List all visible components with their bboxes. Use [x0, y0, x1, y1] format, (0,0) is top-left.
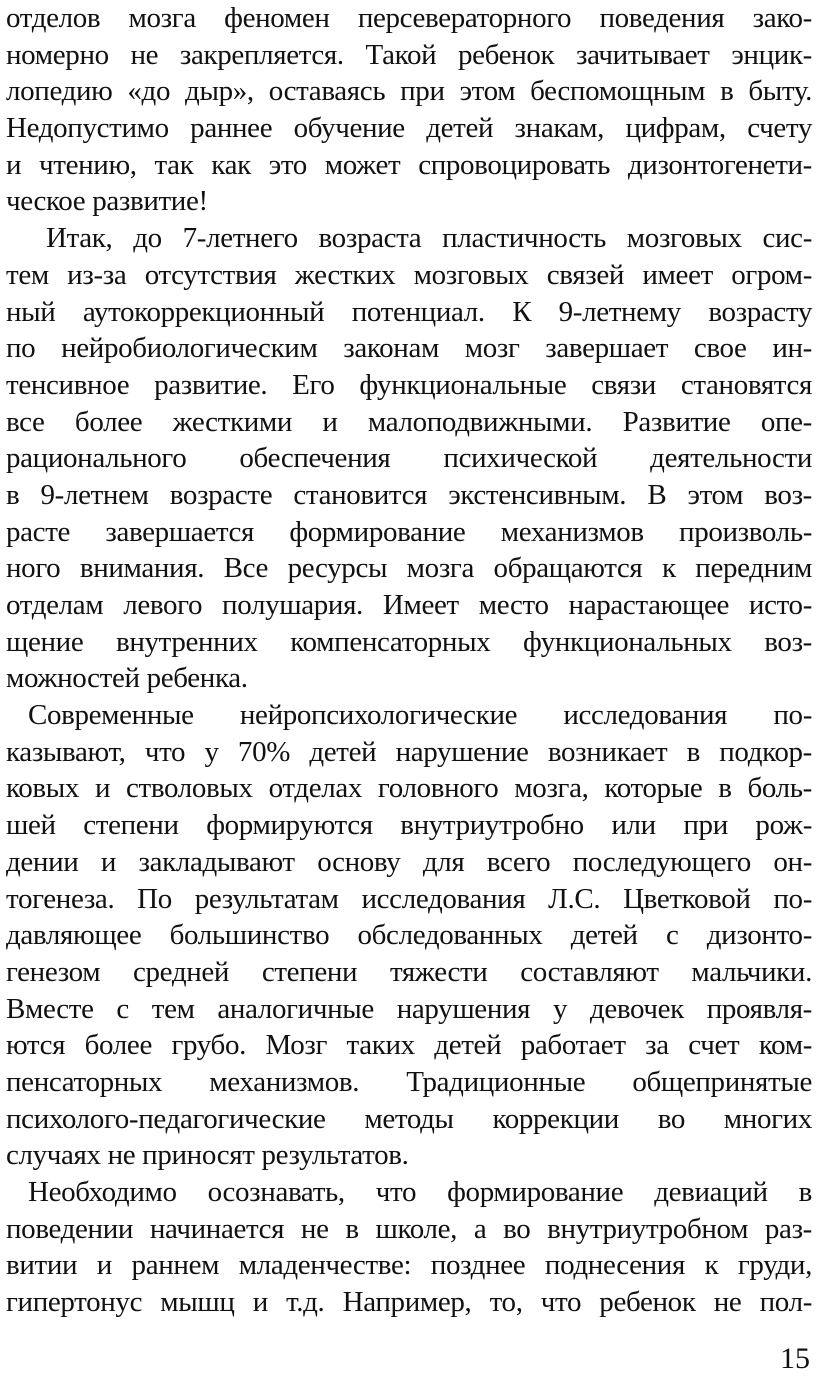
- text-line: давляющее большинство обследованных детей с дизонто-: [6, 919, 812, 952]
- text-line: рационального обеспечения психической деятельности: [6, 442, 812, 475]
- text-line: Недопустимо раннее обучение детей знакам, цифрам, счету: [6, 112, 812, 145]
- text-line: щение внутренних компенсаторных функциональных воз-: [6, 625, 812, 658]
- text-line: ются более грубо. Мозг таких детей работает за счет ком-: [6, 1029, 812, 1062]
- text-line: дении и закладывают основу для всего последующего он-: [6, 845, 812, 878]
- paragraph: [6, 0, 812, 220]
- page-body: [6, 0, 812, 1321]
- text-line: шей степени формируются внутриутробно или при рож-: [6, 809, 812, 842]
- text-line: по нейробиологическим законам мозг завершает свое ин-: [6, 332, 812, 365]
- text-line: можностей ребенка.: [6, 662, 248, 695]
- text-line: номерно не закрепляется. Такой ребенок зачитывает энцик-: [6, 38, 812, 71]
- text-line: отделов мозга феномен персевераторного поведения зако-: [6, 2, 812, 34]
- text-line: случаях не приносят результатов.: [6, 1139, 409, 1172]
- text-line: ного внимания. Все ресурсы мозга обращаются к передним: [6, 552, 812, 585]
- text-line: гипертонус мышц и т.д. Например, то, что ребенок не пол-: [6, 1286, 812, 1319]
- text-line: ный аутокоррекционный потенциал. К 9-летнему возрасту: [6, 295, 812, 328]
- text-line: в 9-летнем возрасте становится экстенсивным. В этом воз-: [6, 478, 812, 511]
- text-line: лопедию «до дыр», оставаясь при этом беспомощным в быту.: [6, 75, 812, 108]
- text-line: витии и раннем младенчестве: позднее поднесения к груди,: [6, 1249, 812, 1282]
- text-line: психолого-педагогические методы коррекции во многих: [6, 1102, 812, 1135]
- text-line: и чтению, так как это может спровоцировать дизонтогенети-: [6, 148, 812, 181]
- text-line: отделам левого полушария. Имеет место нарастающее исто-: [6, 589, 812, 621]
- text-line: тогенеза. По результатам исследования Л.С. Цветковой по-: [6, 882, 812, 915]
- paragraph: [6, 697, 812, 1174]
- text-line: тенсивное развитие. Его функциональные связи становятся: [6, 368, 812, 401]
- text-line: расте завершается формирование механизмов произволь-: [6, 515, 812, 548]
- text-line: тем из-за отсутствия жестких мозговых связей имеет огром-: [6, 258, 812, 291]
- text-line: ческое развитие!: [6, 185, 208, 218]
- text-line: пенсаторных механизмов. Традиционные общепринятые: [6, 1065, 812, 1098]
- text-line: Вместе с тем аналогичные нарушения у девочек проявля-: [6, 992, 812, 1025]
- text-line: ковых и стволовых отделах головного мозга, которые в боль-: [6, 772, 812, 805]
- text-line: генезом средней степени тяжести составляют мальчики.: [6, 955, 812, 988]
- text-line: поведении начинается не в школе, а во внутриутробном раз-: [6, 1212, 812, 1245]
- text-line: Современные нейропсихологические исследования по-: [28, 699, 812, 732]
- text-line: казывают, что у 70% детей нарушение возникает в подкор-: [6, 735, 812, 768]
- text-line: Итак, до 7-летнего возраста пластичность мозговых сис-: [46, 222, 812, 255]
- paragraph: [6, 1174, 812, 1321]
- text-line: все более жесткими и малоподвижными. Развитие опе-: [6, 405, 812, 438]
- page-number: 15: [780, 1342, 810, 1375]
- text-line: Необходимо осознавать, что формирование девиаций в: [28, 1176, 812, 1208]
- paragraph: [6, 220, 812, 697]
